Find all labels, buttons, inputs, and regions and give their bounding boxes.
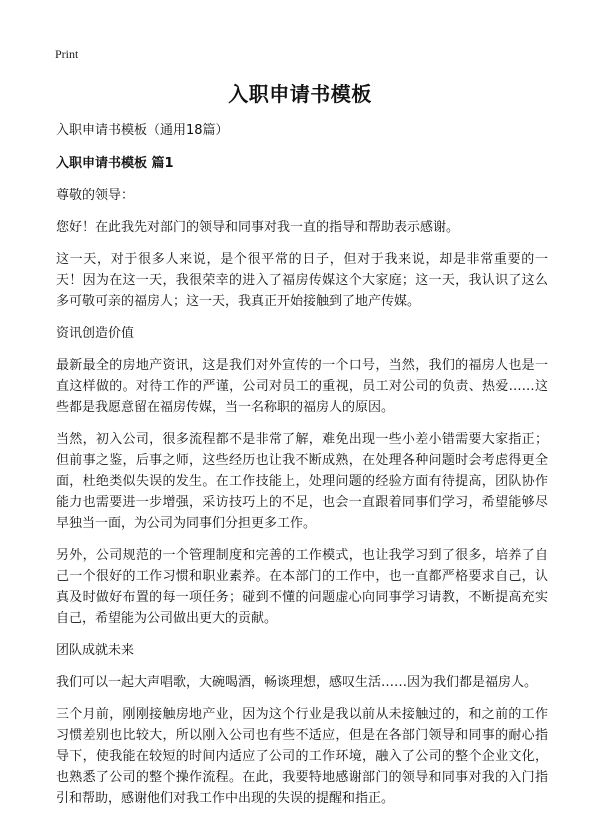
- body-paragraph: 您好！在此我先对部门的领导和同事对我一直的指导和帮助表示感谢。: [56, 220, 460, 235]
- subheading: 资讯创造价值: [56, 326, 135, 341]
- body-paragraph: 另外，公司规范的一个管理制度和完善的工作模式，也让我学习到了很多，培养了自己一个很好的工作习惯和职业素养。在本部门的工作中，也一直都严格要求自己，认真及时做好布置的每一项任务；碰到不懂的问题虚心向同事学习请教，不断提高充实自己，希望能为公司做出更大的贡献。: [56, 548, 548, 626]
- body-paragraph: 三个月前，刚刚接触房地产业，因为这个行业是我以前从未接触过的，和之前的工作习惯差别也比较大，所以刚入公司也有些不适应，但是在各部门领导和同事的耐心指导下，使我能在较短的时间内适应了公司的工作环境，融入了公司的整个企业文化，也熟悉了公司的整个操作流程。在此，我要特地感谢部门的领导和同事对我的入门指引和帮助，感谢他们对我工作中出现的失误的提醒和指正。: [56, 707, 548, 806]
- document-subtitle: 入职申请书模板（通用18篇）: [56, 123, 229, 138]
- subheading: 团队成就未来: [56, 643, 135, 658]
- document-title: 入职申请书模板: [228, 82, 372, 106]
- body-paragraph: 最新最全的房地产资讯，这是我们对外宣传的一个口号，当然，我们的福房人也是一直这样做的。对待工作的严谨，公司对员工的重视，员工对公司的负责、热爱……这些都是我愿意留在福房传媒，当一名称职的福房人的原因。: [56, 358, 548, 415]
- document-body: [56, 120, 548, 820]
- print-link[interactable]: Print: [55, 47, 79, 61]
- body-paragraph: 这一天，对于很多人来说，是个很平常的日子，但对于我来说，却是非常重要的一天！因为在这一天，我很荣幸的进入了福房传媒这个大家庭；这一天，我认识了这么多可敬可亲的福房人；这一天，我真正开始接触到了地产传媒。: [56, 252, 548, 309]
- salutation: 尊敬的领导：: [56, 188, 135, 203]
- body-paragraph: 当然，初入公司，很多流程都不是非常了解，难免出现一些小差小错需要大家指正；但前事之鉴，后事之师，这些经历也让我不断成熟，在处理各种问题时会考虑得更全面，杜绝类似失误的发生。在工作技能上，处理问题的经验方面有待提高，团队协作能力也需要进一步增强，采访技巧上的不足，也会一直跟着同事们学习，希望能够尽早独当一面，为公司为同事们分担更多工作。: [56, 432, 548, 531]
- section-heading: 入职申请书模板 篇1: [56, 156, 174, 171]
- body-paragraph: 我们可以一起大声唱歌，大碗喝酒，畅谈理想，感叹生活……因为我们都是福房人。: [56, 675, 538, 690]
